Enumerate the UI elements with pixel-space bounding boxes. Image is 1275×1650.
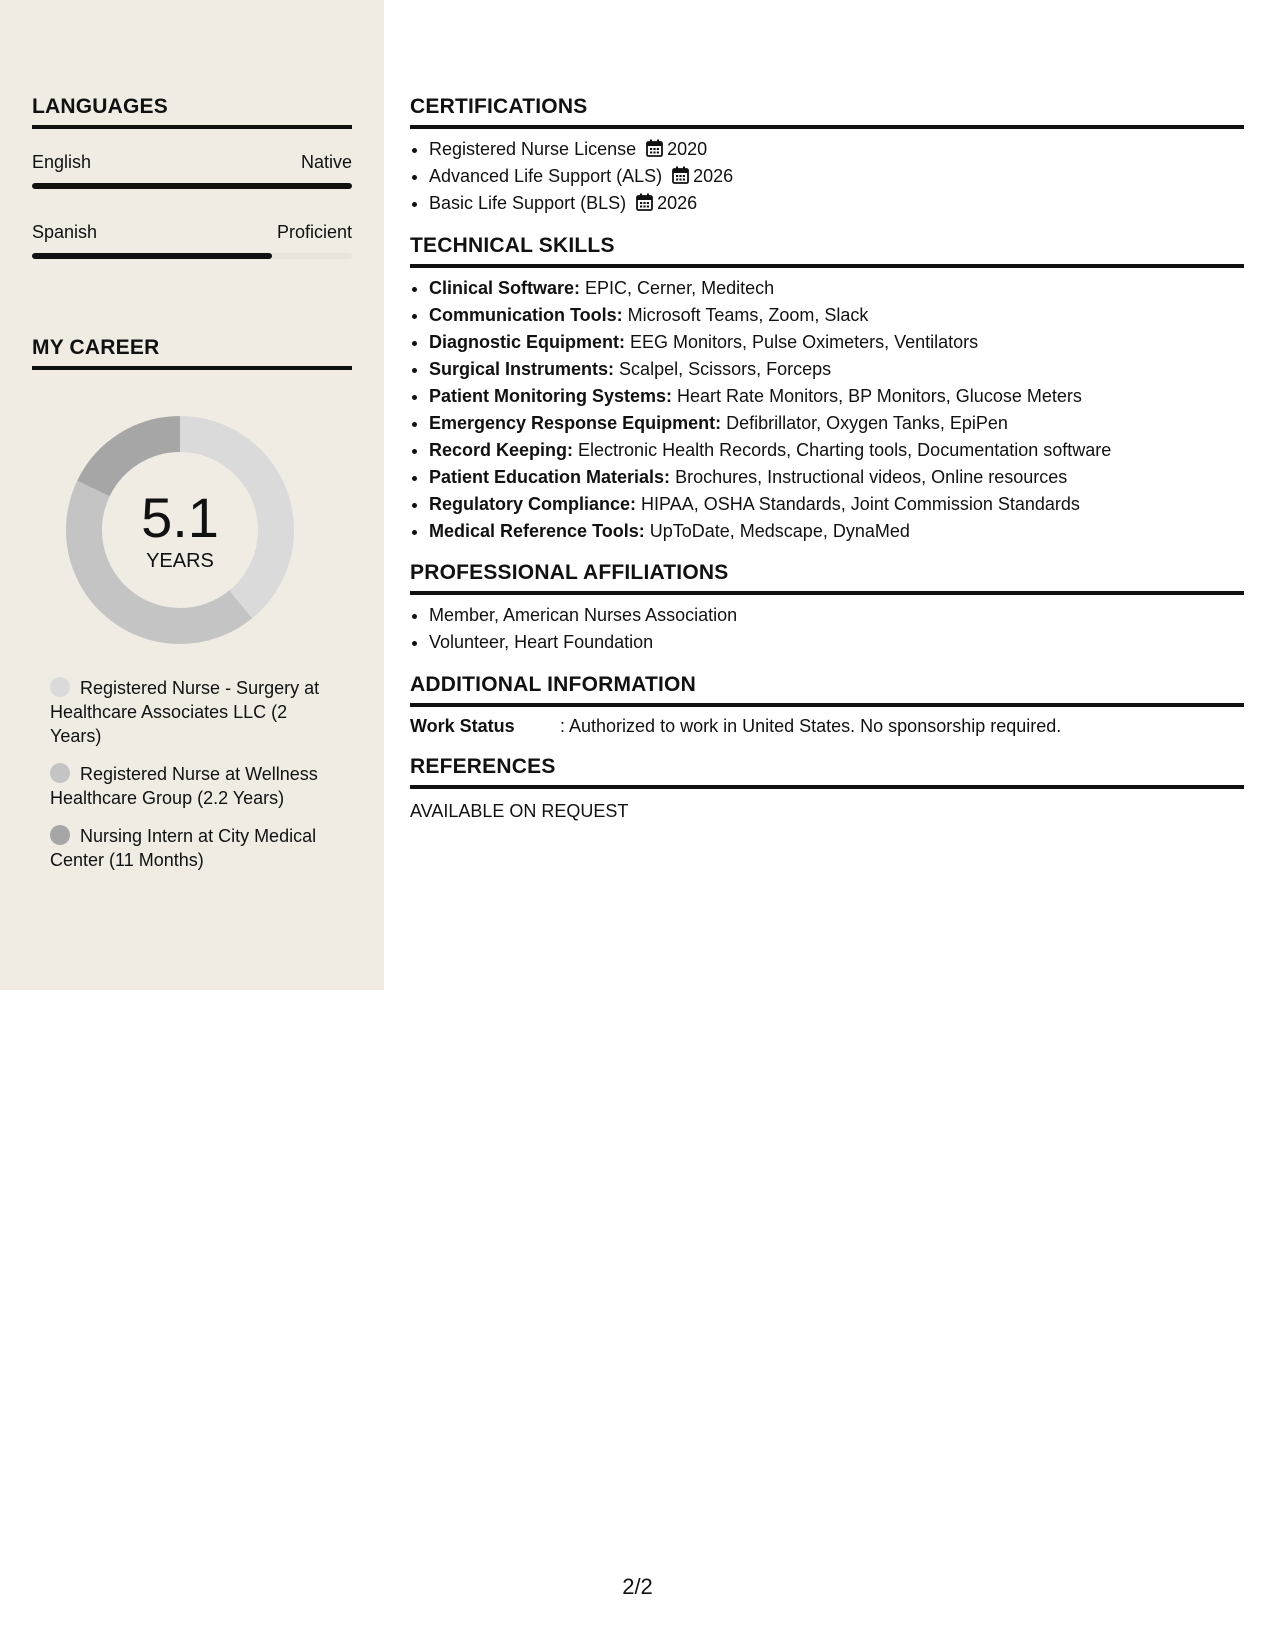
certification-year: 2020 — [667, 139, 708, 159]
language-level: Proficient — [276, 222, 352, 242]
affiliation-item: • Member, American Nurses Association — [429, 602, 1263, 629]
language-bar-english — [32, 183, 352, 189]
career-total-value: 5.1 — [141, 486, 219, 549]
skill-value: Heart Rate Monitors, BP Monitors, Glucose Meters — [672, 386, 1082, 406]
certification-name: Registered Nurse License — [429, 139, 637, 159]
skill-value: Defibrillator, Oxygen Tanks, EpiPen — [721, 413, 1008, 433]
skill-label: Diagnostic Equipment: — [429, 332, 626, 352]
language-bar-spanish — [32, 253, 352, 259]
calendar-icon — [646, 139, 663, 157]
skill-item — [429, 275, 1263, 302]
career-donut-center — [66, 416, 294, 644]
certification-year: 2026 — [693, 166, 734, 186]
skill-label: Emergency Response Equipment: — [429, 413, 722, 433]
career-legend — [50, 676, 330, 886]
work-status-label: Work Status — [410, 716, 515, 736]
page-number: 2/2 — [622, 1574, 653, 1599]
skill-item — [429, 518, 1263, 545]
calendar-icon — [636, 193, 653, 211]
calendar-icon — [672, 166, 689, 184]
skill-item — [429, 491, 1263, 518]
skill-item — [429, 464, 1263, 491]
certifications-list — [410, 136, 1263, 217]
languages-title: LANGUAGES — [32, 95, 352, 129]
legend-label: Registered Nurse - Surgery at Healthcare Associates LLC (2 Years) — [50, 678, 320, 746]
certification-item — [429, 190, 1263, 217]
legend-label: Registered Nurse at Wellness Healthcare Group (2.2 Years) — [50, 764, 318, 808]
references-text: AVAILABLE ON REQUEST — [410, 801, 629, 821]
technical-skills-list — [410, 275, 1263, 545]
certification-item — [429, 136, 1263, 163]
skill-item — [429, 437, 1263, 464]
affiliation-item: • Volunteer, Heart Foundation — [429, 629, 1263, 656]
skill-item — [429, 383, 1263, 410]
additional-info-title: ADDITIONAL INFORMATION — [410, 673, 1244, 707]
skill-label: Clinical Software: — [429, 278, 581, 298]
skill-value: UpToDate, Medscape, DynaMed — [644, 521, 910, 541]
skill-item — [429, 302, 1263, 329]
legend-dot — [50, 763, 70, 783]
legend-dot — [50, 677, 70, 697]
sidebar — [0, 0, 384, 990]
certification-name: Advanced Life Support (ALS) — [429, 166, 663, 186]
career-legend-item — [50, 762, 330, 810]
technical-skills-title: TECHNICAL SKILLS — [410, 234, 1244, 268]
career-legend-item — [50, 676, 330, 748]
language-bar-fill — [32, 183, 352, 189]
skill-value: Microsoft Teams, Zoom, Slack — [622, 305, 869, 325]
certification-item — [429, 163, 1263, 190]
references-title: REFERENCES — [410, 755, 1244, 789]
legend-dot — [50, 825, 70, 845]
skill-value: Brochures, Instructional videos, Online resources — [670, 467, 1068, 487]
career-legend-item — [50, 824, 330, 872]
skill-item — [429, 410, 1263, 437]
skill-value: EEG Monitors, Pulse Oximeters, Ventilators — [625, 332, 979, 352]
work-status-value: : Authorized to work in United States. No sponsorship required. — [560, 716, 1062, 736]
work-status-row — [410, 716, 1244, 737]
skill-label: Regulatory Compliance: — [429, 494, 637, 514]
certification-year: 2026 — [657, 193, 698, 213]
affiliations-title: PROFESSIONAL AFFILIATIONS — [410, 561, 1244, 595]
skill-label: Record Keeping: — [429, 440, 574, 460]
legend-label: Nursing Intern at City Medical Center (11 Months) — [50, 826, 317, 870]
skill-label: Medical Reference Tools: — [429, 521, 645, 541]
career-total-unit: YEARS — [146, 550, 214, 572]
language-level: Native — [300, 152, 352, 172]
language-name: Spanish — [32, 222, 98, 242]
skill-item — [429, 356, 1263, 383]
language-bar-fill — [32, 253, 272, 259]
skill-value: Electronic Health Records, Charting tools, Documentation software — [573, 440, 1112, 460]
language-name: English — [32, 152, 92, 172]
affiliations-list — [410, 602, 1263, 656]
skill-label: Patient Education Materials: — [429, 467, 671, 487]
skill-label: Patient Monitoring Systems: — [429, 386, 673, 406]
skill-label: Communication Tools: — [429, 305, 623, 325]
skill-value: HIPAA, OSHA Standards, Joint Commission Standards — [636, 494, 1080, 514]
skill-value: Scalpel, Scissors, Forceps — [614, 359, 832, 379]
certification-name: Basic Life Support (BLS) — [429, 193, 627, 213]
skill-value: EPIC, Cerner, Meditech — [580, 278, 775, 298]
career-title: MY CAREER — [32, 336, 352, 370]
skill-item — [429, 329, 1263, 356]
certifications-title: CERTIFICATIONS — [410, 95, 1244, 129]
skill-label: Surgical Instruments: — [429, 359, 615, 379]
